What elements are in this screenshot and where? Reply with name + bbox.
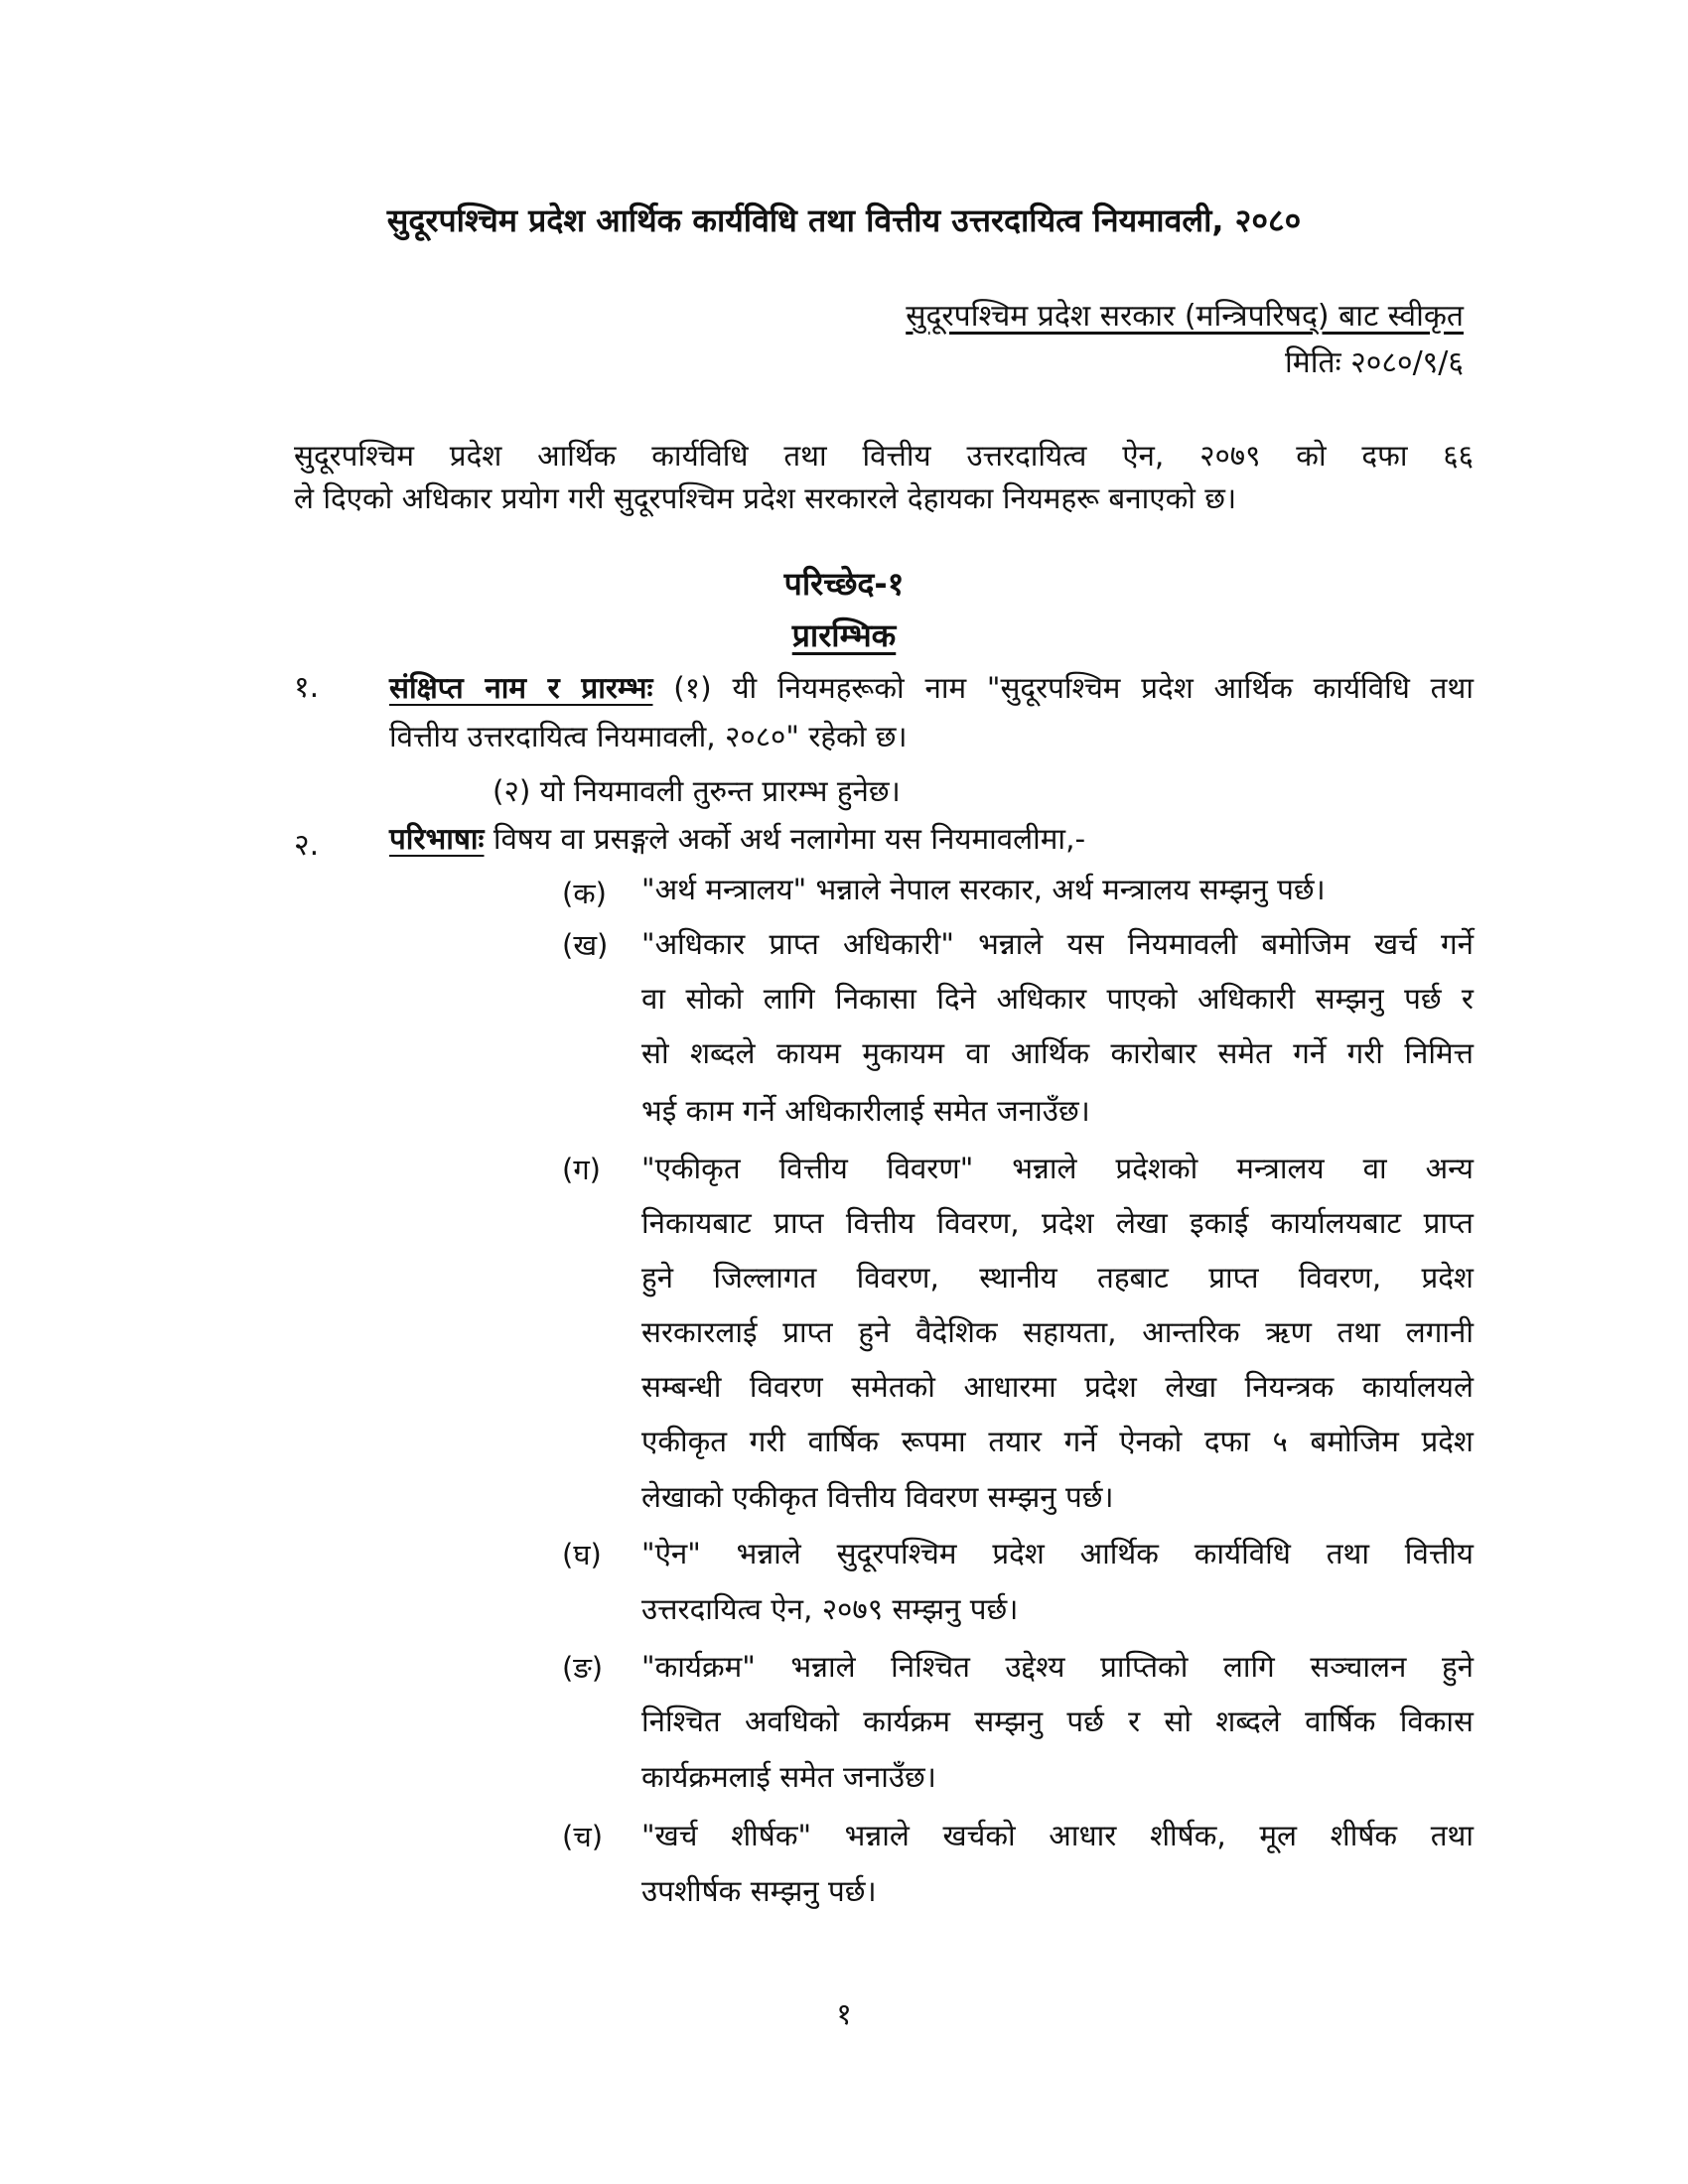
definition-cha-line-1: "खर्च शीर्षक" भन्नाले खर्चको आधार शीर्षक, मूल शीर्षक तथा [641, 1819, 1474, 1852]
preamble-line-2: ले दिएको अधिकार प्रयोग गरी सुदूरपश्चिम प्रदेश सरकारले देहायका नियमहरू बनाएको छ। [294, 481, 1237, 515]
rule-1-line-2: वित्तीय उत्तरदायित्व नियमावली, २०८०" रहेको छ। [389, 720, 908, 753]
rule-1-line-1 [389, 659, 1474, 717]
definition-label-ka: (क) [562, 877, 607, 910]
preamble-line-1: सुदूरपश्चिम प्रदेश आर्थिक कार्यविधि तथा वित्तीय उत्तरदायित्व ऐन, २०७९ को दफा ६६ [294, 439, 1474, 473]
rule-2-intro-line [389, 817, 1085, 858]
definition-ga-line-3: हुने जिल्लागत विवरण, स्थानीय तहबाट प्राप्त विवरण, प्रदेश [641, 1261, 1474, 1295]
definition-nga-line-2: निश्चित अवधिको कार्यक्रम सम्झनु पर्छ र सो शब्दले वार्षिक विकास [641, 1705, 1474, 1738]
approval-note: सुदूरपश्चिम प्रदेश सरकार (मन्त्रिपरिषद्) बाट स्वीकृत [906, 299, 1464, 334]
definition-nga-line-3: कार्यक्रमलाई समेत जनाउँछ। [641, 1760, 936, 1794]
definition-kha-line-2: वा सोको लागि निकासा दिने अधिकार पाएको अधिकारी सम्झनु पर्छ र [641, 982, 1474, 1016]
definition-kha-line-4: भई काम गर्ने अधिकारीलाई समेत जनाउँछ। [641, 1094, 1090, 1128]
rule-1-text: (१) यी नियमहरूको नाम "सुदूरपश्चिम प्रदेश आर्थिक कार्यविधि तथा [652, 671, 1474, 705]
page-number: १ [836, 1997, 852, 2032]
definition-label-cha: (च) [562, 1820, 604, 1853]
definition-gha-line-2: उत्तरदायित्व ऐन, २०७९ सम्झनु पर्छ। [641, 1592, 1019, 1626]
approval-date: मितिः २०८०/९/६ [1285, 345, 1464, 380]
definition-gha-line-1: "ऐन" भन्नाले सुदूरपश्चिम प्रदेश आर्थिक कार्यविधि तथा वित्तीय [641, 1537, 1474, 1570]
rule-2-heading: परिभाषाः [389, 822, 485, 856]
definition-ga-line-1: "एकीकृत वित्तीय विवरण" भन्नाले प्रदेशको मन्त्रालय वा अन्य [641, 1152, 1474, 1185]
document-title: सुदूरपश्चिम प्रदेश आर्थिक कार्यविधि तथा वित्तीय उत्तरदायित्व नियमावली, २०८० [386, 202, 1302, 239]
definition-label-ga: (ग) [562, 1153, 601, 1186]
definition-ga-line-2: निकायबाट प्राप्त वित्तीय विवरण, प्रदेश लेखा इकाई कार्यालयबाट प्राप्त [641, 1206, 1474, 1240]
definition-kha-line-1: "अधिकार प्राप्त अधिकारी" भन्नाले यस नियमावली बमोजिम खर्च गर्ने [641, 927, 1474, 961]
chapter-name [0, 614, 1688, 656]
definition-label-kha: (ख) [562, 928, 609, 962]
rule-1-heading: संक्षिप्त नाम र प्रारम्भः [389, 671, 653, 705]
definition-ga-line-6: एकीकृत गरी वार्षिक रूपमा तयार गर्ने ऐनको दफा ५ बमोजिम प्रदेश [641, 1425, 1474, 1458]
definition-kha-line-3: सो शब्दले कायम मुकायम वा आर्थिक कारोबार समेत गर्ने गरी निमित्त [641, 1036, 1474, 1070]
definition-label-gha: (घ) [562, 1538, 602, 1571]
rule-2-intro: विषय वा प्रसङ्गले अर्को अर्थ नलागेमा यस नियमावलीमा,- [484, 822, 1086, 856]
rule-2-number: २. [294, 828, 320, 863]
definition-label-nga: (ङ) [562, 1651, 604, 1685]
definition-nga-line-1: "कार्यक्रम" भन्नाले निश्चित उद्देश्य प्राप्तिको लागि सञ्चालन हुने [641, 1650, 1474, 1684]
definition-ka-line-1: "अर्थ मन्त्रालय" भन्नाले नेपाल सरकार, अर्थ मन्त्रालय सम्झनु पर्छ। [641, 873, 1326, 906]
definition-ga-line-7: लेखाको एकीकृत वित्तीय विवरण सम्झनु पर्छ। [641, 1480, 1114, 1514]
chapter-name-text: प्रारम्भिक [791, 616, 897, 654]
rule-1-subrule-2: (२) यो नियमावली तुरुन्त प्रारम्भ हुनेछ। [492, 774, 901, 808]
definition-cha-line-2: उपशीर्षक सम्झनु पर्छ। [641, 1874, 877, 1908]
definition-ga-line-4: सरकारलाई प्राप्त हुने वैदेशिक सहायता, आन्तरिक ऋण तथा लगानी [641, 1315, 1474, 1349]
definition-ga-line-5: सम्बन्धी विवरण समेतको आधारमा प्रदेश लेखा नियन्त्रक कार्यालयले [641, 1370, 1474, 1404]
rule-1-number: १. [294, 670, 320, 705]
chapter-number: परिच्छेद-१ [783, 565, 905, 603]
